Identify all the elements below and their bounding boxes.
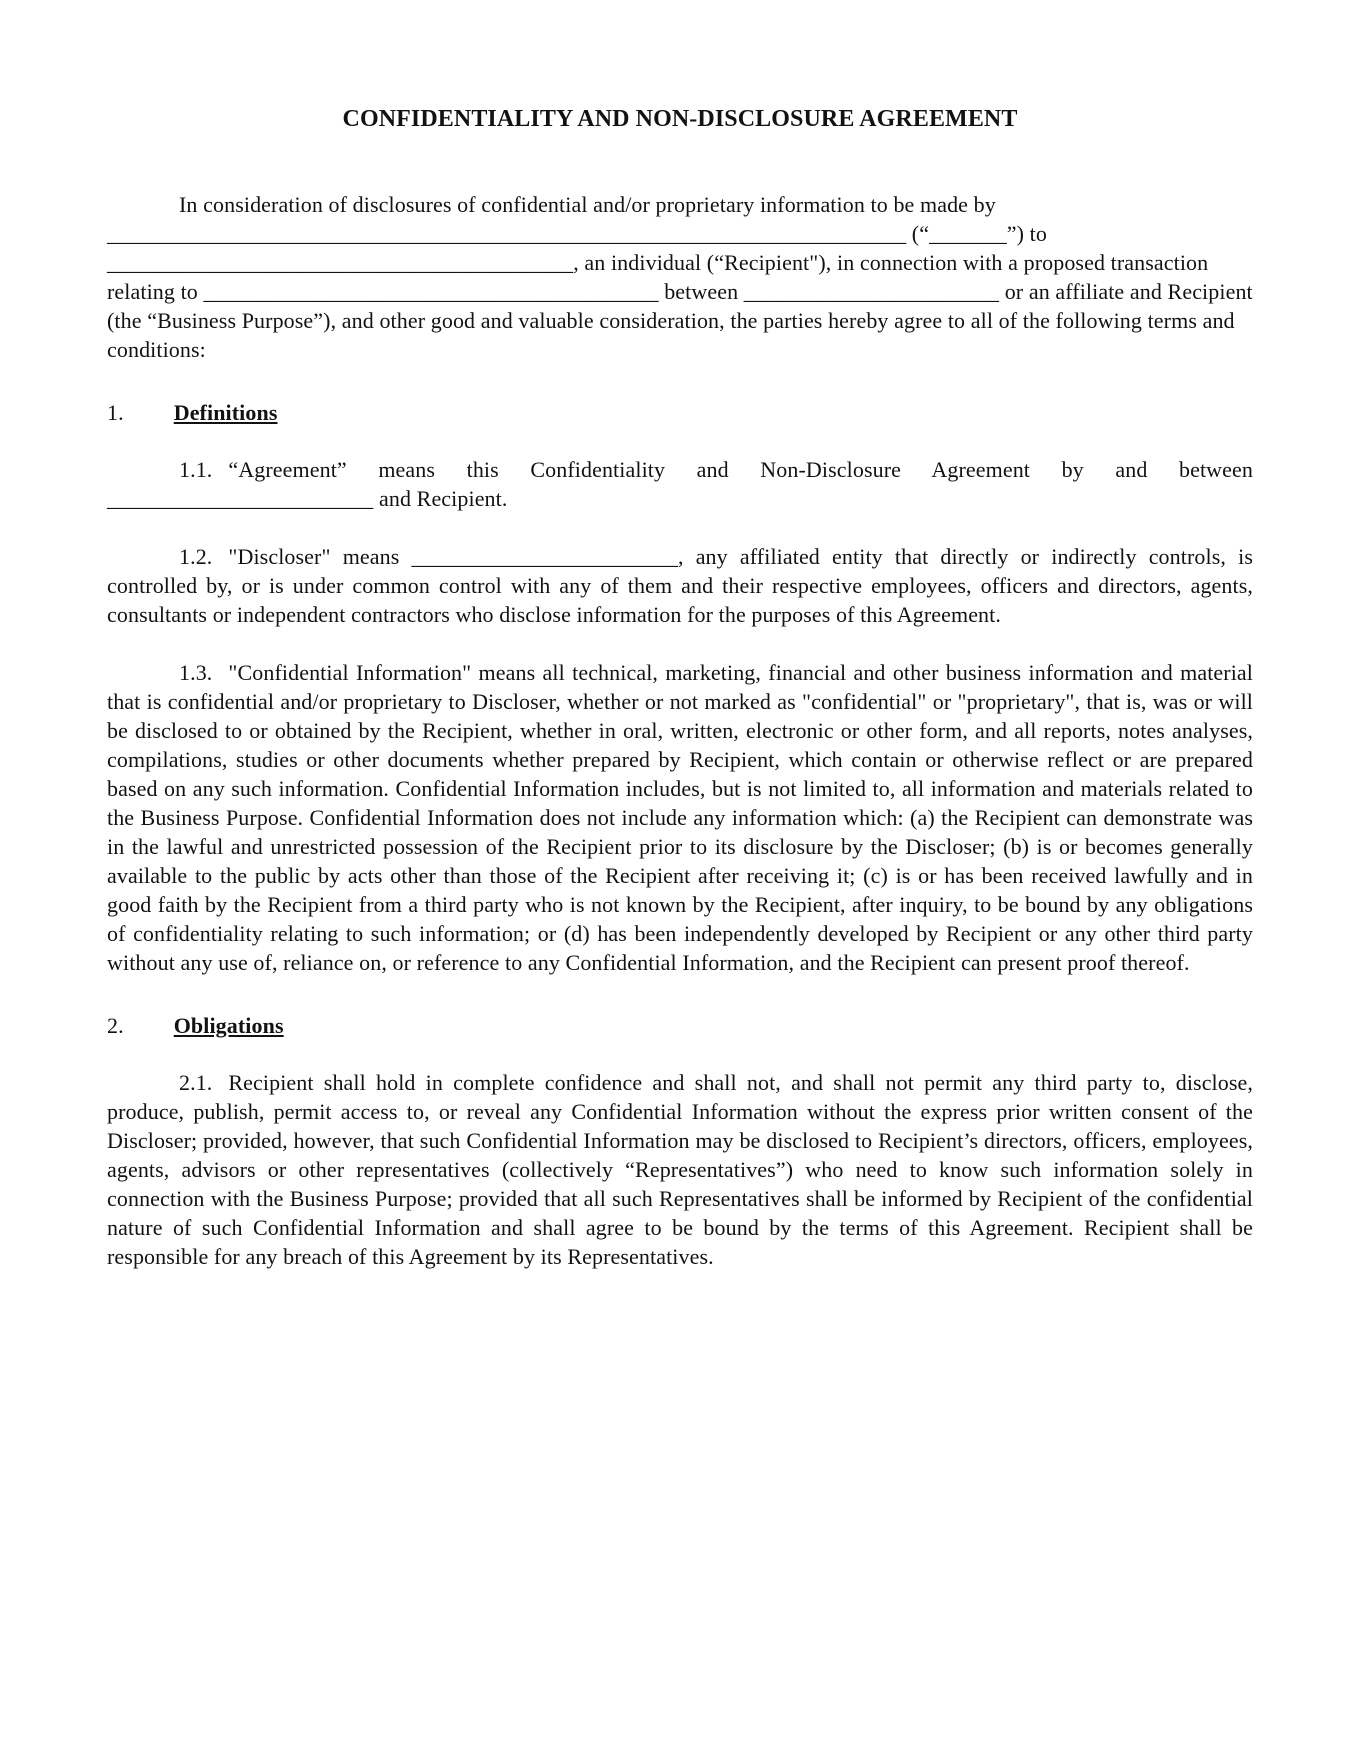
paragraph-text: "Discloser" means ________________________, any affiliated entity that directly or indirectly controls, is controlled by, or is under common control with any of them and their respective employees, officers and directors, agents, consultants or independent contractors who disclose information for the purposes of this Agreement. <box>107 544 1253 627</box>
numbered-paragraph-1-1 <box>107 455 1253 513</box>
document-title: CONFIDENTIALITY AND NON-DISCLOSURE AGREEMENT <box>342 106 1018 132</box>
section-heading-definitions <box>107 398 1253 427</box>
section-heading-obligations <box>107 1011 1253 1040</box>
paragraph-number: 1.1. <box>179 457 213 482</box>
paragraph-number: 1.2. <box>179 544 213 569</box>
paragraph-text: Recipient shall hold in complete confidence and shall not, and shall not permit any third party to, disclose, produce, publish, permit access to, or reveal any Confidential Information without the express prior written consent of the Discloser; provided, however, that such Confidential Information may be disclosed to Recipient’s directors, officers, employees, agents, advisors or other representatives (collectively “Representatives”) who need to know such information solely in connection with the Business Purpose; provided that all such Representatives shall be informed by Recipient of the confidential nature of such Confidential Information and shall agree to be bound by the terms of this Agreement. Recipient shall be responsible for any breach of this Agreement by its Representatives. <box>107 1070 1253 1269</box>
section-number: 1. <box>107 400 124 425</box>
paragraph-number: 1.3. <box>179 660 213 685</box>
numbered-paragraph-1-2 <box>107 542 1253 629</box>
paragraph-text: “Agreement” means this Confidentiality and Non-Disclosure Agreement by and between ________________________ and Recipient. <box>107 457 1253 511</box>
section-heading-label: Obligations <box>173 1013 284 1038</box>
numbered-paragraph-1-3 <box>107 658 1253 977</box>
paragraph-text: "Confidential Information" means all technical, marketing, financial and other business information and material that is confidential and/or proprietary to Discloser, whether or not marked as "confidential" or "proprietary", that is, was or will be disclosed to or obtained by the Recipient, whether in oral, written, electronic or other form, and all reports, notes analyses, compilations, studies or other documents whether prepared by Recipient, which contain or otherwise reflect or are prepared based on any such information. Confidential Information includes, but is not limited to, all information and materials related to the Business Purpose. Confidential Information does not include any information which: (a) the Recipient can demonstrate was in the lawful and unrestricted possession of the Recipient prior to its disclosure by the Discloser; (b) is or becomes generally available to the public by acts other than those of the Recipient after receiving it; (c) is or has been received lawfully and in good faith by the Recipient from a third party who is not known by the Recipient, after inquiry, to be bound by any obligations of confidentiality relating to such information; or (d) has been independently developed by Recipient or any other third party without any use of, reliance on, or reference to any Confidential Information, and the Recipient can present proof thereof. <box>107 660 1253 975</box>
intro-paragraph: In consideration of disclosures of confidential and/or proprietary information to be made by ________________________________________________________________________ (“_______”) to __________________________________________, an individual (“Recipient"), in connection with a proposed transaction relating to _________________________________________ between _______________________ or an affiliate and Recipient (the “Business Purpose”), and other good and valuable consideration, the parties hereby agree to all of the following terms and conditions: <box>107 192 1253 362</box>
numbered-paragraph-2-1 <box>107 1068 1253 1271</box>
paragraph-number: 2.1. <box>179 1070 213 1095</box>
section-heading-label: Definitions <box>173 400 278 425</box>
section-number: 2. <box>107 1013 124 1038</box>
